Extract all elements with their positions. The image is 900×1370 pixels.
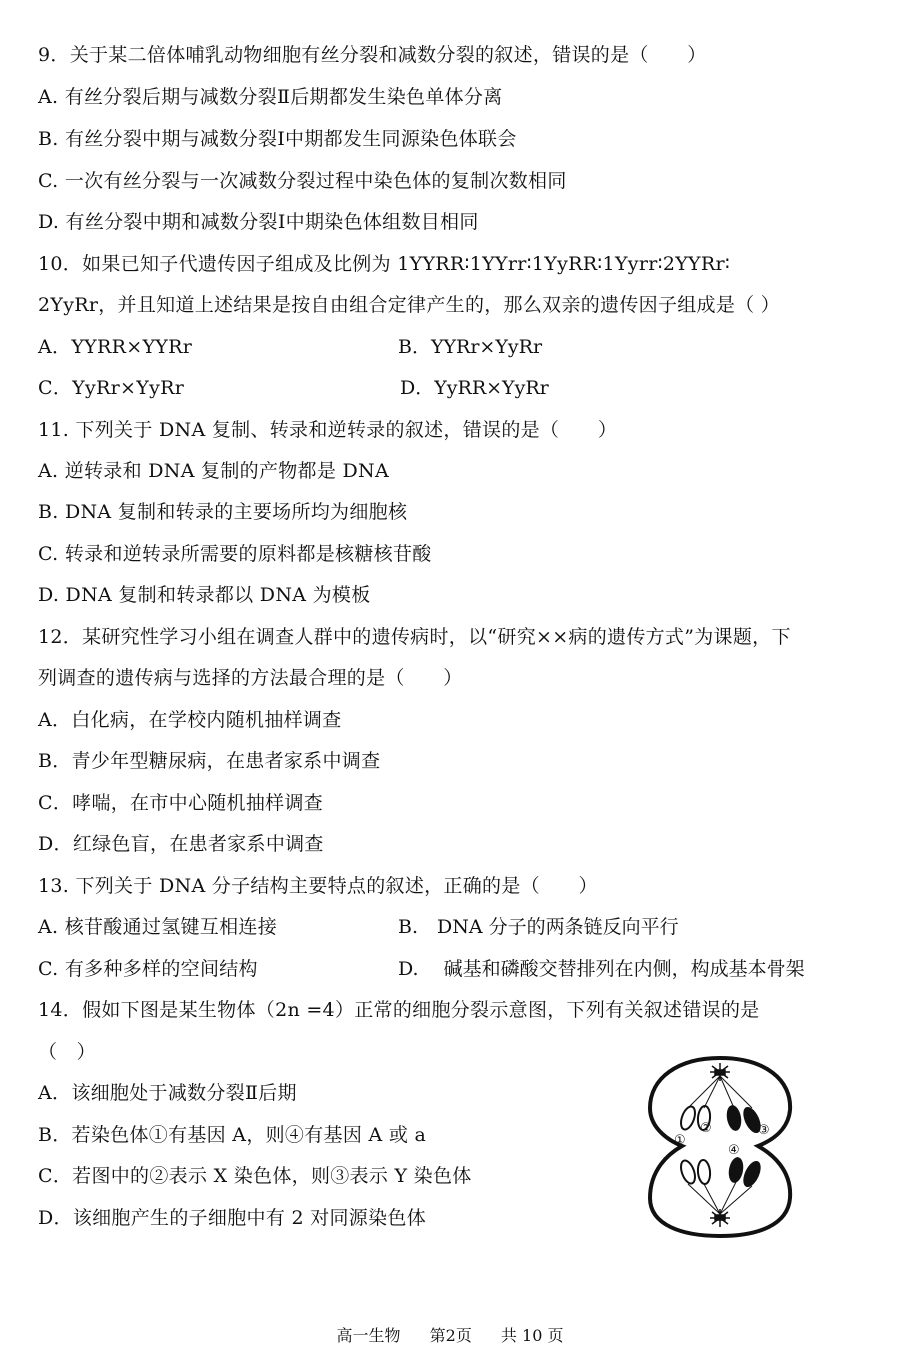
label-4: ④	[728, 1143, 740, 1158]
q10-stem-line1: 10．如果已知子代遗传因子组成及比例为 1YYRR∶1YYrr∶1YyRR∶1Yyrr∶2YYRr∶	[38, 253, 731, 275]
q11-stem: 11. 下列关于 DNA 复制、转录和逆转录的叙述，错误的是（ ）	[38, 419, 618, 441]
q13-option-d: D. 碱基和磷酸交替排列在内侧，构成基本骨架	[398, 958, 805, 980]
q13-stem: 13. 下列关于 DNA 分子结构主要特点的叙述，正确的是（ ）	[38, 875, 598, 897]
q13-option-a: A. 核苷酸通过氢键互相连接	[38, 916, 278, 938]
q14-option-c: C．若图中的②表示 X 染色体，则③表示 Y 染色体	[38, 1165, 472, 1187]
q11-option-d: D. DNA 复制和转录都以 DNA 为模板	[38, 584, 371, 606]
label-2: ②	[700, 1121, 712, 1136]
q13-option-b: B. DNA 分子的两条链反向平行	[398, 916, 679, 938]
footer-total-pages: 共 10 页	[500, 1326, 564, 1345]
q11-option-a: A. 逆转录和 DNA 复制的产物都是 DNA	[38, 460, 389, 482]
q13-option-c: C. 有多种多样的空间结构	[38, 958, 258, 980]
q9-option-d: D. 有丝分裂中期和减数分裂Ⅰ中期染色体组数目相同	[38, 211, 479, 233]
label-1: ①	[674, 1133, 686, 1148]
footer-subject: 高一生物	[336, 1326, 401, 1345]
q10-option-a: A．YYRR×YYRr	[38, 336, 193, 358]
label-3: ③	[758, 1123, 770, 1138]
q9-option-c: C. 一次有丝分裂与一次减数分裂过程中染色体的复制次数相同	[38, 170, 567, 192]
q10-option-d: D．YyRR×YyRr	[400, 377, 549, 399]
q12-option-c: C．哮喘，在市中心随机抽样调查	[38, 792, 324, 814]
spindle-pole-bottom	[710, 1209, 730, 1227]
q14-stem-line2: （ ）	[38, 1041, 96, 1063]
q10-stem-line2: 2YyRr，并且知道上述结果是按自由组合定律产生的，那么双亲的遗传因子组成是（ ）	[38, 294, 781, 316]
footer-page-number: 第2页	[429, 1326, 472, 1345]
q10-option-b: B．YYRr×YyRr	[398, 336, 543, 358]
q14-option-b: B．若染色体①有基因 A，则④有基因 A 或 a	[38, 1124, 427, 1146]
q11-option-b: B. DNA 复制和转录的主要场所均为细胞核	[38, 501, 408, 523]
q12-option-a: A．白化病，在学校内随机抽样调查	[38, 709, 342, 731]
q12-option-b: B．青少年型糖尿病，在患者家系中调查	[38, 750, 381, 772]
q14-option-d: D．该细胞产生的子细胞中有 2 对同源染色体	[38, 1207, 427, 1229]
q14-option-a: A．该细胞处于减数分裂Ⅱ后期	[38, 1082, 297, 1104]
chromosomes-top	[678, 1104, 764, 1136]
q12-stem-line1: 12．某研究性学习小组在调查人群中的遗传病时，以“研究××病的遗传方式”为课题，下	[38, 626, 791, 648]
cell-division-figure	[640, 1050, 800, 1240]
page-footer	[0, 1325, 900, 1347]
q9-option-a: A. 有丝分裂后期与减数分裂Ⅱ后期都发生染色单体分离	[38, 86, 503, 108]
q9-stem: 9．关于某二倍体哺乳动物细胞有丝分裂和减数分裂的叙述，错误的是（ ）	[38, 44, 707, 66]
q12-option-d: D．红绿色盲，在患者家系中调查	[38, 833, 324, 855]
q9-option-b: B. 有丝分裂中期与减数分裂Ⅰ中期都发生同源染色体联会	[38, 128, 517, 150]
q14-stem-line1: 14．假如下图是某生物体（2n =4）正常的细胞分裂示意图，下列有关叙述错误的是	[38, 999, 760, 1021]
q12-stem-line2: 列调查的遗传病与选择的方法最合理的是（ ）	[38, 667, 463, 689]
chromosomes-bottom	[678, 1156, 764, 1190]
q11-option-c: C. 转录和逆转录所需要的原料都是核糖核苷酸	[38, 543, 432, 565]
q10-option-c: C．YyRr×YyRr	[38, 377, 185, 399]
spindle-pole-top	[710, 1063, 730, 1081]
